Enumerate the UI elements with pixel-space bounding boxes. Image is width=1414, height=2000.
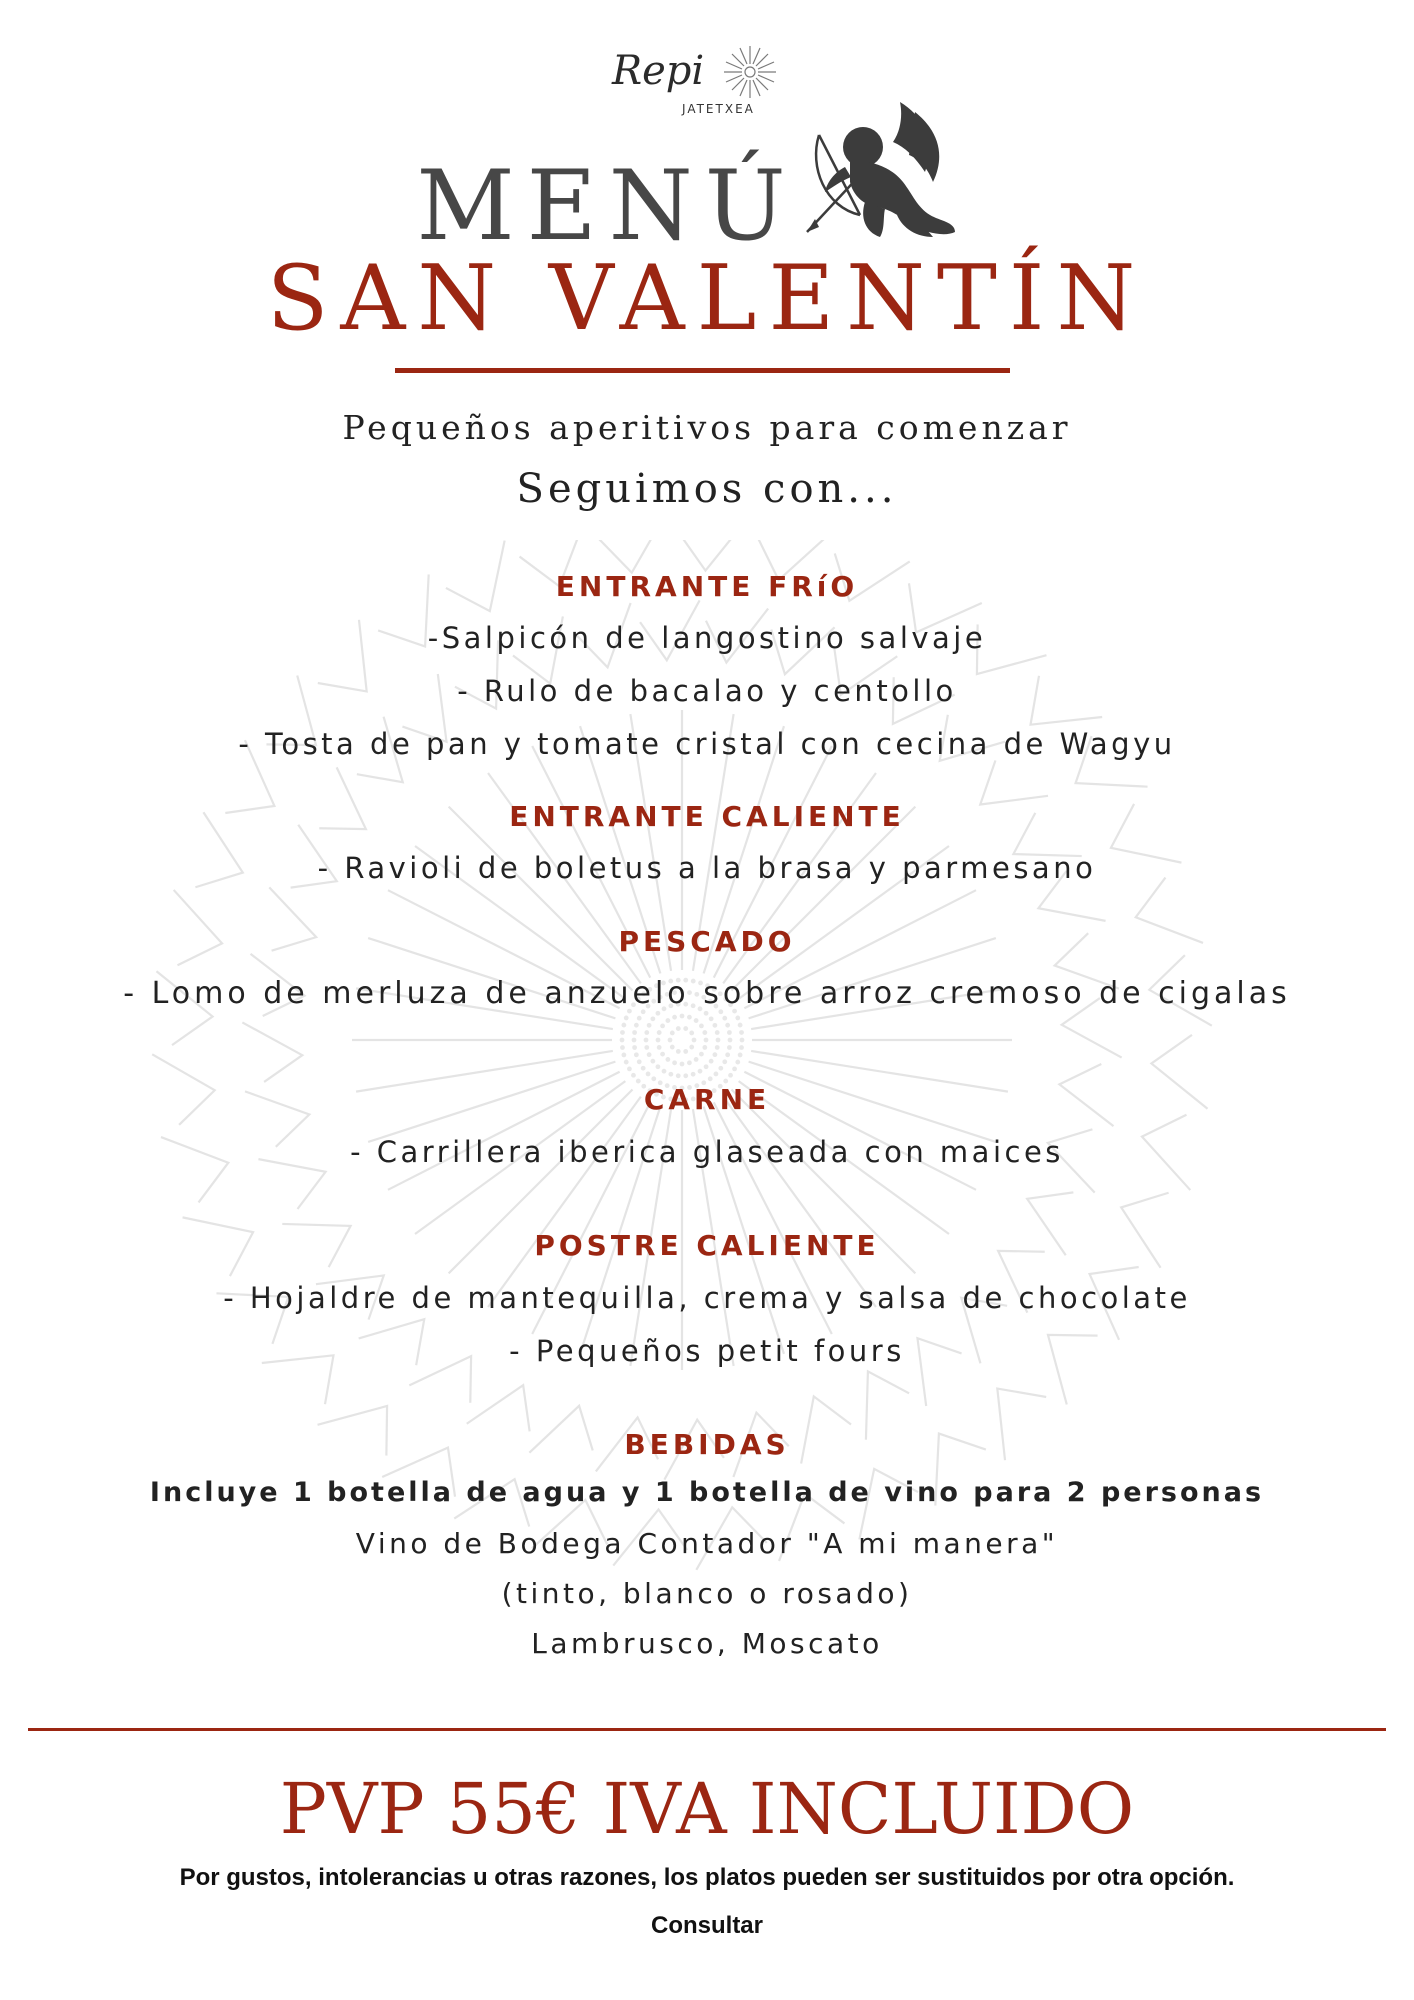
section-title-bebidas: BEBIDAS — [624, 1428, 790, 1461]
intro-line-1: Pequeños aperitivos para comenzar — [342, 408, 1072, 447]
menu-item: - Hojaldre de mantequilla, crema y salsa de chocolate — [223, 1281, 1191, 1315]
logo-flower-icon — [720, 42, 780, 102]
logo-subtitle: JATETXEA — [682, 102, 755, 116]
event-title: SAN VALENTÍN — [266, 246, 1148, 351]
section-title-postre: POSTRE CALIENTE — [534, 1229, 880, 1262]
section-title-carne: CARNE — [643, 1083, 771, 1116]
menu-item: - Ravioli de boletus a la brasa y parmesano — [317, 851, 1097, 885]
section-title-pescado: PESCADO — [618, 925, 796, 958]
intro-line-2: Seguimos con... — [516, 466, 898, 512]
footer-divider — [28, 1728, 1386, 1731]
menu-item: (tinto, blanco o rosado) — [501, 1577, 913, 1610]
menu-item: -Salpicón de langostino salvaje — [427, 621, 987, 655]
price: PVP 55€ IVA INCLUIDO — [279, 1768, 1135, 1850]
restaurant-logo — [600, 40, 800, 120]
menu-title: MENÚ — [416, 150, 798, 262]
logo-script: Repi — [612, 48, 705, 94]
menu-item: Lambrusco, Moscato — [531, 1627, 883, 1660]
title-divider — [395, 368, 1010, 373]
menu-item: - Tosta de pan y tomate cristal con cecina de Wagyu — [238, 727, 1176, 761]
consult-note: Consultar — [650, 1912, 763, 1939]
section-title-entrante-frio: ENTRANTE FRíO — [555, 570, 859, 603]
menu-item: - Pequeños petit fours — [509, 1334, 905, 1368]
menu-item: - Carrillera iberica glaseada con maices — [350, 1135, 1064, 1169]
menu-item: - Lomo de merluza de anzuelo sobre arroz cremoso de cigalas — [123, 976, 1291, 1011]
drinks-highlight: Incluye 1 botella de agua y 1 botella de vino para 2 personas — [149, 1477, 1265, 1508]
menu-item: Vino de Bodega Contador "A mi manera" — [355, 1527, 1059, 1560]
section-title-entrante-caliente: ENTRANTE CALIENTE — [509, 800, 905, 833]
menu-item: - Rulo de bacalao y centollo — [457, 674, 957, 708]
substitution-note: Por gustos, intolerancias u otras razones, los platos pueden ser sustituidos por otra opción. — [179, 1864, 1235, 1891]
